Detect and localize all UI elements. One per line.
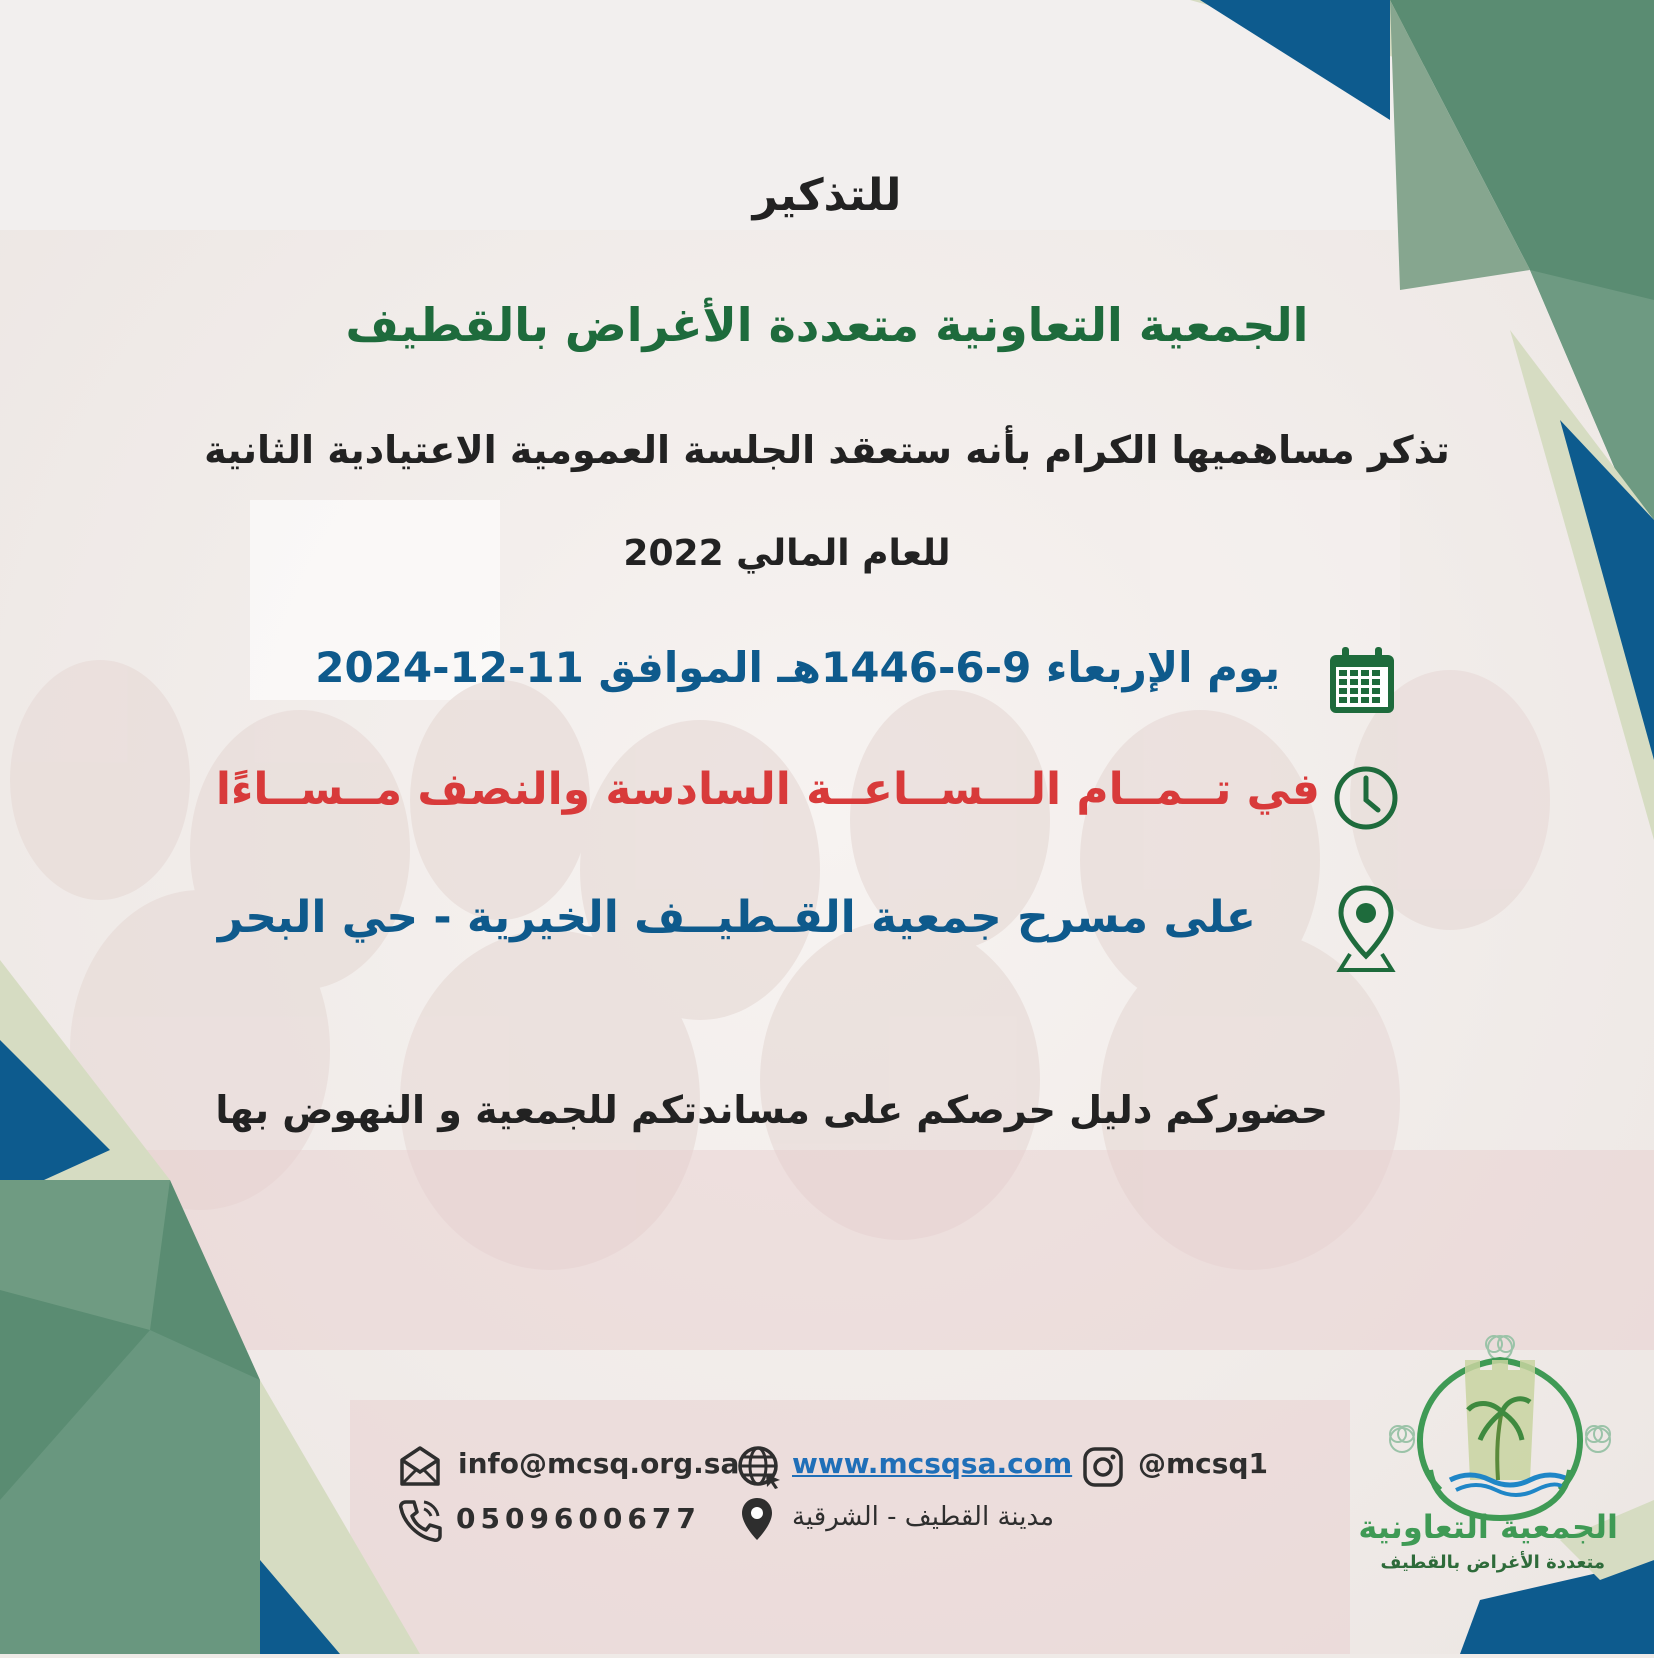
intro-line-1: تذكر مساهميها الكرام بأنه ستعقد الجلسة العمومية الاعتيادية الثانية [204,428,1450,472]
organization-name: الجمعية التعاونية متعددة الأغراض بالقطيف [345,298,1309,352]
location-pin-icon [1336,884,1396,978]
event-time: في تــمــام الـــســاعــة السادسة والنصف مــســاءًا [215,764,1320,815]
closing-message: حضوركم دليل حرصكم على مساندتكم للجمعية و النهوض بها [215,1088,1328,1132]
envelope-icon [398,1444,442,1492]
map-pin-icon [740,1496,774,1546]
website-link[interactable]: www.mcsqsa.com [792,1447,1073,1480]
calendar-icon [1326,645,1398,721]
email-link[interactable]: info@mcsq.org.sa [458,1447,740,1480]
event-date: يوم الإربعاء 9-6-1446هـ الموافق 11-12-2024 [315,643,1280,692]
phone-icon [398,1498,442,1546]
event-location: على مسرح جمعية القـطيــف الخيرية - حي البحر [217,892,1256,943]
logo-name: الجمعية التعاونية [1358,1508,1618,1546]
clock-icon [1332,764,1400,836]
page-title: للتذكير [752,170,902,221]
phone-number[interactable]: 0509600677 [456,1502,701,1535]
intro-line-2: للعام المالي 2022 [623,533,951,574]
globe-icon [736,1444,782,1494]
logo-subtitle: متعددة الأغراض بالقطيف [1380,1552,1605,1573]
instagram-handle[interactable]: @mcsq1 [1138,1447,1268,1480]
instagram-icon [1082,1446,1124,1492]
address-text: مدينة القطيف - الشرقية [792,1502,1055,1532]
